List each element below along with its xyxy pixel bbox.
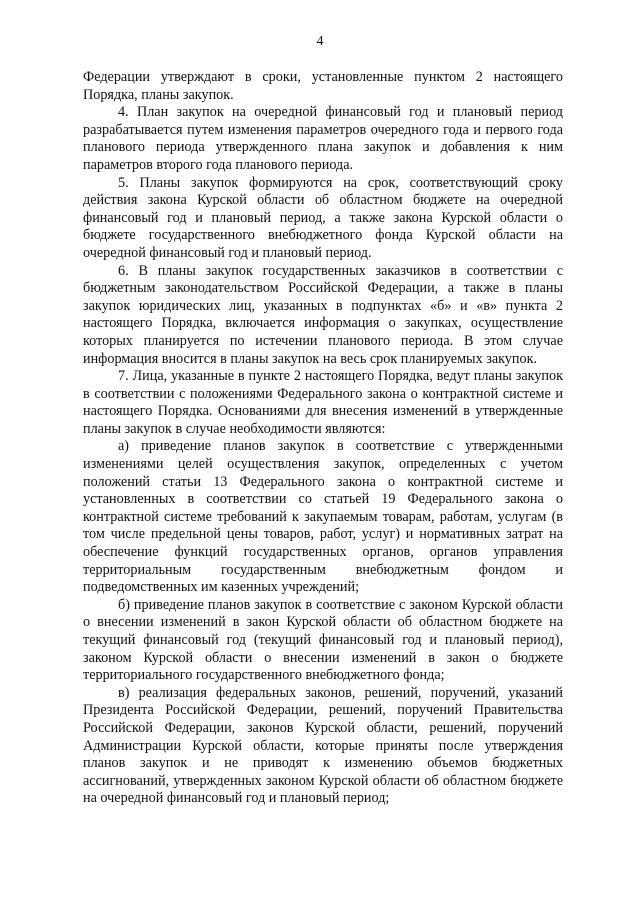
paragraph-item-5: 5. Планы закупок формируются на срок, соответствующий сроку действия закона Курской области об областном бюджете на очередной финансовый год и плановый период, а также закона Курской области о бюджете государственного внебюджетного фонда Курской области на очередной финансовый год и плановый период. (83, 174, 563, 261)
paragraph-subitem-v: в) реализация федеральных законов, решений, поручений, указаний Президента Российской Федерации, решений, поручений Правительства Российской Федерации, законов Курской области, решений, поручений Администрации Курской области, которые приняты после утверждения планов закупок и не приводят к изменению объемов бюджетных ассигнований, утвержденных законом Курской области об областном бюджете на очередной финансовый год и плановый период; (83, 684, 563, 807)
page-number: 4 (316, 34, 324, 49)
paragraph-subitem-a: а) приведение планов закупок в соответствие с утвержденными изменениями целей осуществления закупок, определенных с учетом положений статьи 13 Федерального закона о контрактной системе и установленных в соответствии со статьей 19 Федерального закона о контрактной системе требований к закупаемым товарам, работам, услугам (в том числе предельной цены товаров, работ, услуг) и нормативных затрат на обеспечение функций государственных органов, органов управления территориальным государственным внебюджетным фондом и подведомственных им казенных учреждений; (83, 438, 563, 596)
paragraph-item-4: 4. План закупок на очередной финансовый год и плановый период разрабатывается путем изменения параметров очередного года и первого года планового периода утвержденного плана закупок и добавления к ним параметров второго года планового периода. (83, 104, 563, 173)
paragraph-item-6: 6. В планы закупок государственных заказчиков в соответствии с бюджетным законодательством Российской Федерации, а также в планы закупок юридических лиц, указанных в подпунктах «б» и «в» пункта 2 настоящего Порядка, включается информация о закупках, осуществление которых планируется по истечении планового периода. В этом случае информация вносится в планы закупок на весь срок планируемых закупок. (83, 262, 563, 367)
paragraph-continuation: Федерации утверждают в сроки, установленные пунктом 2 настоящего Порядка, планы закупок. (83, 69, 563, 103)
paragraph-subitem-b: б) приведение планов закупок в соответствие с законом Курской области о внесении изменений в закон Курской области об областном бюджете на текущий финансовый год (текущий финансовый год и плановый период), законом Курской области о внесении изменений в закон о бюджете территориального государственного внебюджетного фонда; (83, 596, 563, 684)
document-body (83, 69, 563, 808)
paragraph-item-7: 7. Лица, указанные в пункте 2 настоящего Порядка, ведут планы закупок в соответствии с положениями Федерального закона о контрактной системе и настоящего Порядка. Основаниями для внесения изменений в утвержденные планы закупок в случае необходимости являются: (83, 368, 563, 437)
